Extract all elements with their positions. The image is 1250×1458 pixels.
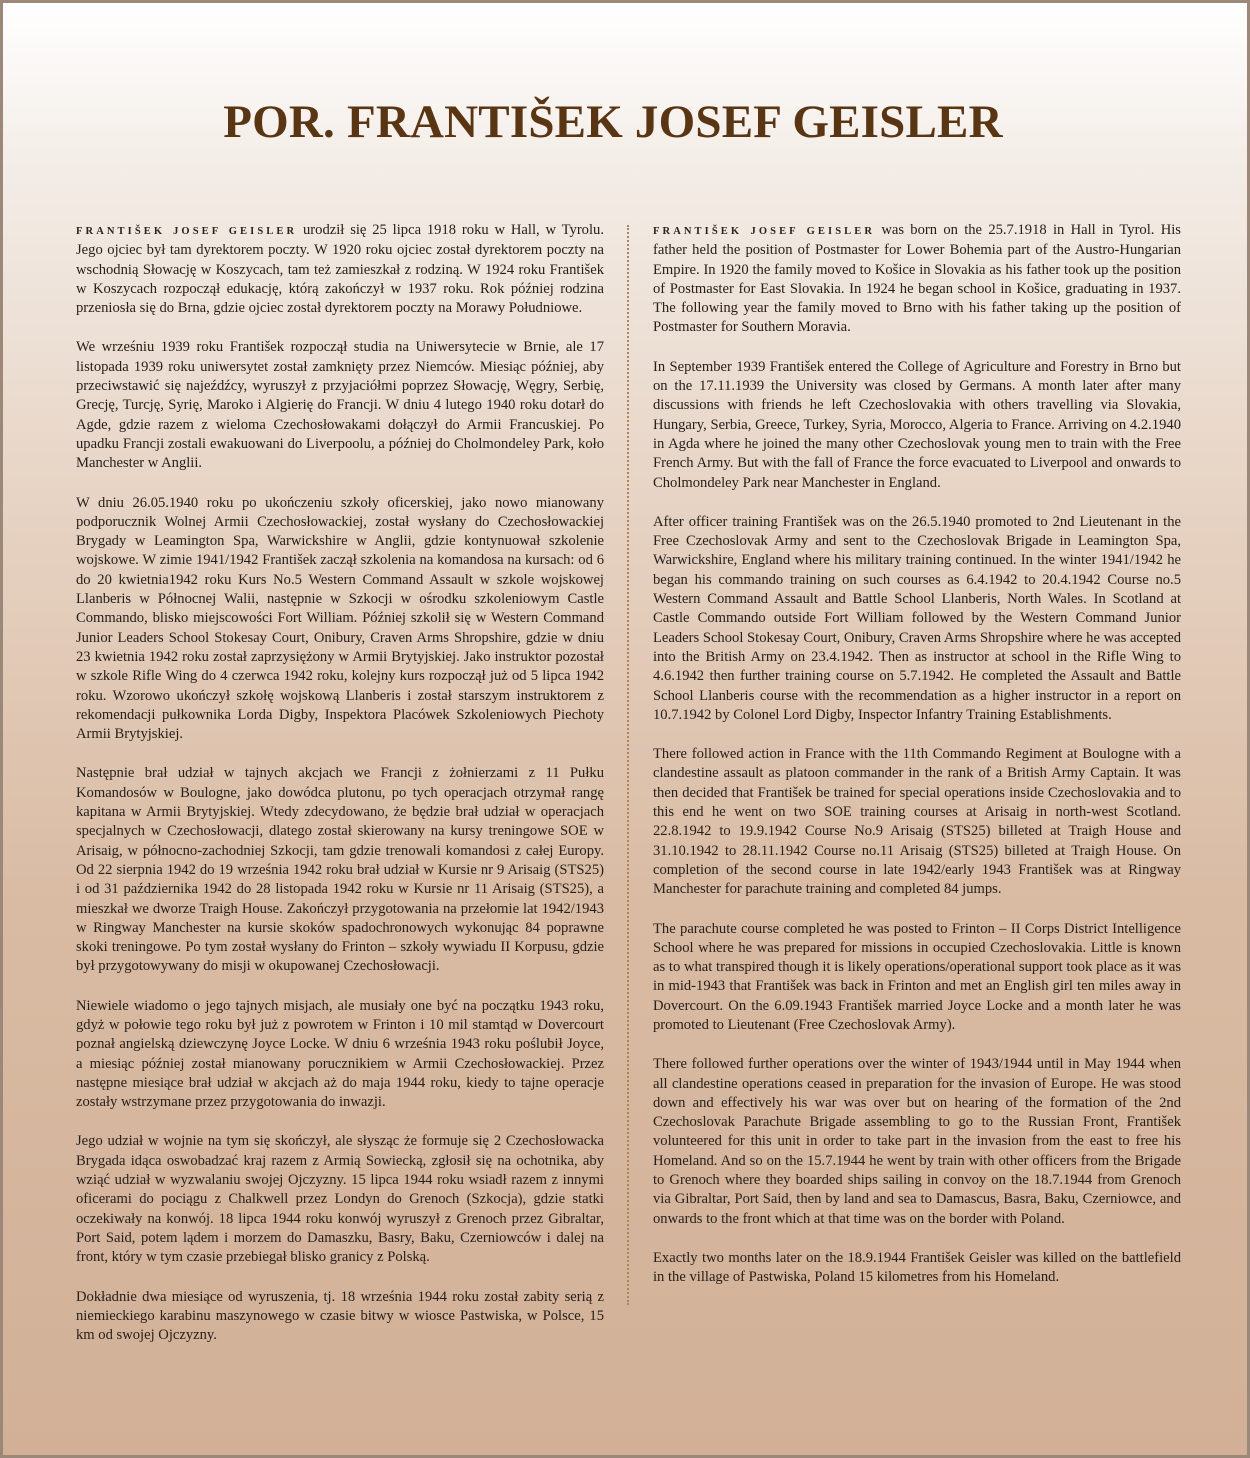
paragraph: The parachute course completed he was posted to Frinton – II Corps District Intelligence School where he was prepared for missions in occupied Czechoslovakia. Little is known as to what transpired though it is likely operations/operational support took place as it was in mid-1943 that František was back in Frinton and met an English girl ten miles away in Dovercourt. On the 6.09.1943 František married Joyce Locke and a month later he was promoted to Lieutenant (Free Czechoslovak Army).	[653, 920, 1181, 1033]
english-text-column	[653, 221, 1181, 1308]
polish-text-column	[76, 221, 604, 1365]
page-title: POR. FRANTIŠEK JOSEF GEISLER	[223, 96, 1003, 148]
paragraph: W dniu 26.05.1940 roku po ukończeniu szkoły oficerskiej, jako nowo mianowany podporucznik Wolnej Armii Czechosłowackiej, został wysłany do Czechosłowackiej Brygady w Leamington Spa, Warwickshire w Anglii, gdzie kontynuował szkolenie wojskowe. W zimie 1941/1942 František zaczął szkolenia na komandosa na kursach: od 6 do 20 kwietnia1942 roku Kurs No.5 Western Command Assault w szkole wojskowej Llanberis w Północnej Walii, następnie w Szkocji w ośrodku szkoleniowym Castle Commando, blisko miejscowości Fort William. Później szkolił się w Western Command Junior Leaders School Stokesay Court, Onibury, Craven Arms Shropshire, gdzie w dniu 23 kwietnia 1942 roku został zaprzysiężony w Armii Brytyjskiej. Jako instruktor pozostał w szkole Rifle Wing do 4 czerwca 1942 roku, kolejny kurs rozpoczął już od 5 lipca 1942 roku. Wzorowo ukończył szkołę wojskową Llanberis i został starszym instruktorem z rekomendacji pułkownika Lorda Digby, Inspektora Placówek Szkoleniowych Piechoty Armii Brytyjskiej.	[76, 494, 604, 743]
paragraph: Exactly two months later on the 18.9.1944 František Geisler was killed on the battlefield in the village of Pastwiska, Poland 15 kilometres from his Homeland.	[653, 1249, 1181, 1286]
paragraph: Niewiele wiadomo o jego tajnych misjach, ale musiały one być na początku 1943 roku, gdyż w połowie tego roku był już z powrotem w Frinton i 10 mil stamtąd w Dovercourt poznał angielską dziewczynę Joyce Locke. W dniu 6 września 1943 roku poślubił Joyce, a miesiąc później został mianowany porucznikiem w Armii Czechosłowackiej. Przez następne miesiące brał udział w akcjach aż do maja 1944 roku, kiedy to tajne operacje zostały wstrzymane przez przygotowania do inwazji.	[76, 997, 604, 1111]
paragraph: Jego udział w wojnie na tym się skończył, ale słysząc że formuje się 2 Czechosłowacka Brygada idąca oswobadzać kraj razem z Armią Sowiecką, zgłosił się na ochotnika, aby wziąć udział w wyzwalaniu swojej Ojczyzny. 15 lipca 1944 roku wsiadł razem z innymi oficerami do pociągu z Chalkwell przez Londyn do Grenoch (Szkocja), gdzie statki oczekiwały na konwój. 18 lipca 1944 roku konwój wyruszył z Grenoch przez Gibraltar, Port Said, potem lądem i morzem do Damaszku, Basry, Baku, Czerniowców i dalej na front, który w tym czasie przebiegał blisko granicy z Polską.	[76, 1133, 604, 1266]
paragraph: FRANTIŠEK JOSEF GEISLER urodził się 25 lipca 1918 roku w Hall, w Tyrolu. Jego ojciec był tam dyrektorem poczty. W 1920 roku ojciec został dyrektorem poczty na wschodnią Słowację w Koszycach, tam też zamieszkał z rodziną. W 1924 roku František w Koszycach rozpoczął edukację, którą zakończył w 1937 roku. Rok później rodzina przeniosła się do Brna, gdzie ojciec został dyrektorem poczty na Morawy Południowe.	[76, 222, 604, 317]
paragraph: FRANTIŠEK JOSEF GEISLER was born on the 25.7.1918 in Hall in Tyrol. His father held the position of Postmaster for Lower Bohemia part of the Austro-Hungarian Empire. In 1920 the family moved to Košice in Slovakia as his father took up the position of Postmaster for East Slovakia. In 1924 he began school in Košice, graduating in 1937. The following year the family moved to Brno with his father taking up the position of Postmaster for Southern Moravia.	[653, 222, 1181, 336]
paragraph: There followed further operations over the winter of 1943/1944 until in May 1944 when all clandestine operations ceased in preparation for the invasion of Europe. He was stood down and effectively his war was over but on hearing of the formation of the 2nd Czechoslovak Parachute Brigade assembling to go to the Russian Front, František volunteered for this unit in order to take part in the invasion from the east to free his Homeland. And so on the 15.7.1944 he went by train with other officers from the Brigade to Grenoch where they boarded ships sailing in convoy on the 18.7.1944 from Grenoch via Gibraltar, Port Said, then by land and sea to Damascus, Basra, Baku, Czerniowce, and onwards to the front which at that time was on the border with Poland.	[653, 1056, 1181, 1227]
lead-name: FRANTIŠEK JOSEF GEISLER	[653, 226, 876, 237]
paragraph: Dokładnie dwa miesiące od wyruszenia, tj. 18 września 1944 roku został zabity serią z niemieckiego karabinu maszynowego w czasie bitwy w wiosce Pastwiska, w Polsce, 15 km od swojej Ojczyzny.	[76, 1288, 604, 1344]
paragraph: There followed action in France with the 11th Commando Regiment at Boulogne with a clandestine assault as platoon commander in the rank of a British Army Captain. It was then decided that František be trained for special operations inside Czechoslovakia and to this end he went on two SOE training courses at Arisaig in north-west Scotland. 22.8.1942 to 19.9.1942 Course No.9 Arisaig (STS25) billeted at Traigh House and 31.10.1942 to 28.11.1942 Course no.11 Arisaig (STS25) billeted at Traigh House. On completion of the second course in late 1942/early 1943 František was at Ringway Manchester for parachute training and completed 84 jumps.	[653, 746, 1181, 898]
paragraph: We wrześniu 1939 roku František rozpoczął studia na Uniwersytecie w Brnie, ale 17 listopada 1939 roku uniwersytet został zamknięty przez Niemców. Miesiąc później, aby przeciwstawić się najeźdźcy, wyruszył z przyjaciółmi poprzez Słowację, Węgry, Serbię, Grecję, Turcję, Syrię, Maroko i Algierię do Francji. W dniu 4 lutego 1940 roku dotarł do Agde, gdzie razem z wieloma Czechosłowakami dołączył do Armii Francuskiej. Po upadku Francji zostali ewakuowani do Liverpoolu, a później do Cholmondeley Park, koło Manchester w Anglii.	[76, 339, 604, 472]
lead-name: FRANTIŠEK JOSEF GEISLER	[76, 226, 298, 237]
column-divider	[627, 225, 629, 1305]
paragraph: Następnie brał udział w tajnych akcjach we Francji z żołnierzami z 11 Pułku Komandosów w Boulogne, jako dowódca plutonu, po tych operacjach otrzymał rangę kapitana w Armii Brytyjskiej. Wtedy zdecydowano, że będzie brał udział w operacjach specjalnych w Czechosłowacji, dlatego został skierowany na kursy treningowe SOE w Arisaig, w północno-zachodniej Szkocji, tam gdzie trenowali komandosi z całej Europy. Od 22 sierpnia 1942 do 19 września 1942 roku brał udział w Kursie nr 9 Arisaig (STS25) i od 31 października 1942 do 28 listopada 1942 roku w Kursie nr 11 Arisaig (STS25), a mieszkał we dworze Traigh House. Zakończył przygotowania na przełomie lat 1942/1943 w Ringway Manchester na kursie skoków spadochronowych wykonując 84 poprawne skoki treningowe. Po tym został wysłany do Frinton – szkoły wywiadu II Korpusu, gdzie był przygotowywany do misji w okupowanej Czechosłowacji.	[76, 765, 604, 975]
paragraph: After officer training František was on the 26.5.1940 promoted to 2nd Lieutenant in the Free Czechoslovak Army and sent to the Czechoslovak Brigade in Leamington Spa, Warwickshire, England where his military training continued. In the winter 1941/1942 he began his commando training on such courses as 6.4.1942 to 20.4.1942 Course no.5 Western Command Assault and Battle School Llanberis, North Wales. In Scotland at Castle Commando outside Fort William followed by the Western Command Junior Leaders School Stokesay Court, Onibury, Craven Arms Shropshire where he was accepted into the British Army on 23.4.1942. Then as instructor at school in the Rifle Wing to 4.6.1942 then further training course on 5.7.1942. He completed the Assault and Battle School Llanberis course with the recommendation as a higher instructor in a report on 10.7.1942 by Colonel Lord Digby, Inspector Infantry Training Establishments.	[653, 513, 1181, 723]
paragraph: In September 1939 František entered the College of Agriculture and Forestry in Brno but on the 17.11.1939 the University was closed by Germans. A month later after many discussions with friends he left Czechoslovakia with others travelling via Slovakia, Hungary, Serbia, Greece, Turkey, Syria, Morocco, Algeria to France. Arriving on 4.2.1940 in Agda where he joined the many other Czechoslovak young men to train with the Free French Army. But with the fall of France the force evacuated to Liverpool and onwards to Cholmondeley Park near Manchester in England.	[653, 358, 1181, 491]
